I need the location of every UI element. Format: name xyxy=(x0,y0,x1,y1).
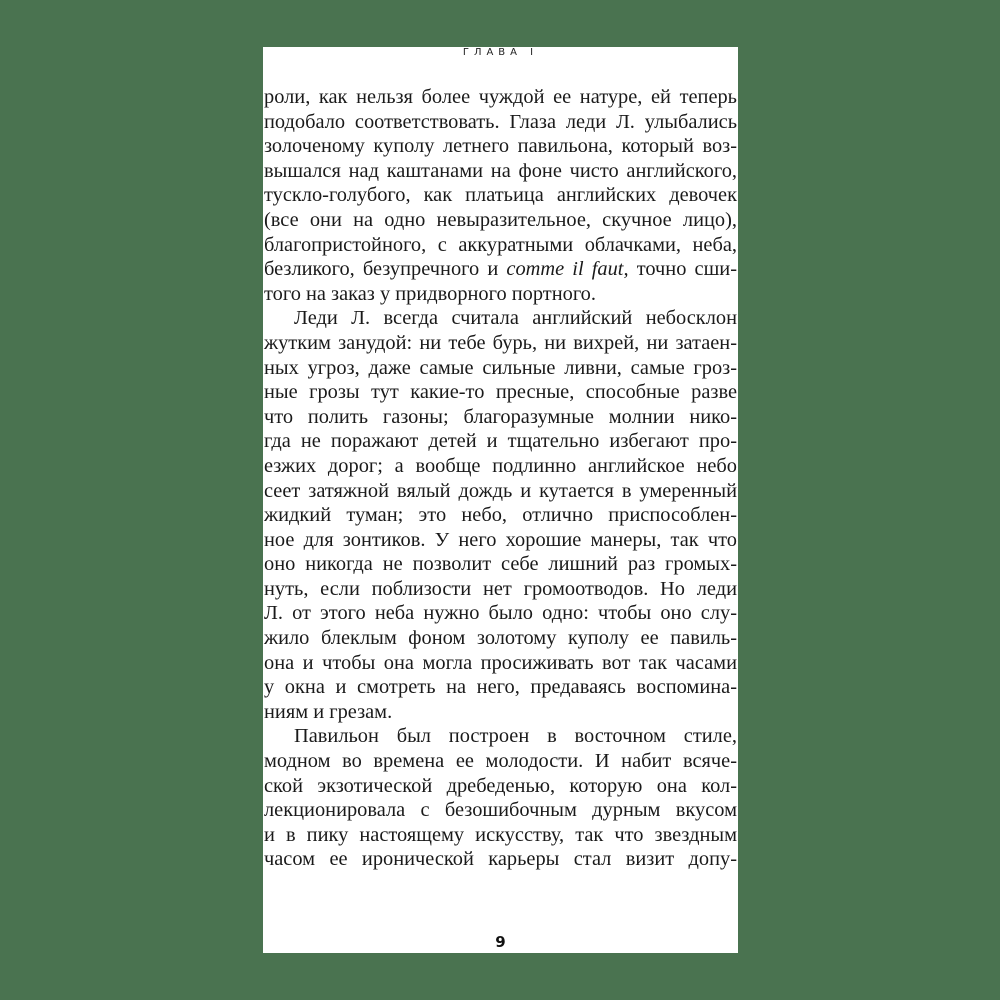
paragraph-3 xyxy=(264,724,737,872)
text-line: ных угроз, даже самые сильные ливни, самые гроз- xyxy=(264,356,737,379)
text-line: Леди Л. всегда считала английский небосклон xyxy=(294,307,737,330)
text-line: нуть, если поблизости нет громоотводов. Но леди xyxy=(264,577,737,600)
text-line: гда не поражают детей и тщательно избегают про- xyxy=(264,430,737,453)
text-line: жутким занудой: ни тебе бурь, ни вихрей, ни затаен- xyxy=(264,331,737,354)
text-line: она и чтобы она могла просиживать вот так часами xyxy=(264,651,737,674)
text-line: езжих дорог; а вообще подлинно английское небо xyxy=(264,454,737,477)
text-line: что полить газоны; благоразумные молнии нико- xyxy=(264,405,737,428)
text-line: и в пику настоящему искусству, так что звездным xyxy=(264,823,737,846)
text-line: часом ее иронической карьеры стал визит допу- xyxy=(264,848,737,871)
running-head: ГЛАВА I xyxy=(462,47,539,58)
text-line: ниям и грезам. xyxy=(264,700,393,723)
text-line: ные грозы тут какие-то пресные, способные разве xyxy=(264,381,737,404)
text-line: тускло-голубого, как платьица английских девочек xyxy=(264,184,737,207)
italic-phrase: comme il faut, xyxy=(506,258,629,281)
text-line: того на заказ у придворного портного. xyxy=(264,282,596,305)
text-line: у окна и смотреть на него, предаваясь воспомина- xyxy=(264,676,737,699)
book-page xyxy=(263,47,738,953)
text-line: благопристойного, с аккуратными облачками, неба, xyxy=(264,233,737,256)
text-line-with-italic xyxy=(264,257,737,282)
text-line: сеет затяжной вялый дождь и кутается в умеренный xyxy=(264,479,737,502)
text-line: роли, как нельзя более чуждой ее натуре, ей теперь xyxy=(264,86,737,108)
body-text xyxy=(264,85,737,872)
text-line: модном во времена ее молодости. И набит всяче- xyxy=(264,750,737,773)
text-segment: точно сши- xyxy=(628,258,737,281)
text-segment: безликого, безупречного и xyxy=(264,258,507,281)
text-line: ской экзотической дребеденью, которую она кол- xyxy=(264,774,737,797)
text-line: (все они на одно невыразительное, скучное лицо), xyxy=(264,208,737,231)
paragraph-2 xyxy=(264,306,737,724)
text-line: вышался над каштанами на фоне чисто английского, xyxy=(264,159,737,182)
paragraph-1 xyxy=(264,85,737,306)
text-line: Л. от этого неба нужно было одно: чтобы оно слу- xyxy=(264,602,737,625)
text-line: лекционировала с безошибочным дурным вкусом xyxy=(264,799,737,822)
text-line: жидкий туман; это небо, отлично приспособлен- xyxy=(264,504,737,527)
text-line: золоченому куполу летнего павильона, который воз- xyxy=(264,135,737,158)
text-line: жило блеклым фоном золотому куполу ее павиль- xyxy=(264,627,737,650)
text-line: Павильон был построен в восточном стиле, xyxy=(294,725,737,748)
text-line: подобало соответствовать. Глаза леди Л. улыбались xyxy=(264,110,737,133)
page-number: 9 xyxy=(495,933,506,951)
text-line: оно никогда не позволит себе лишний раз громых- xyxy=(264,553,737,576)
text-line: ное для зонтиков. У него хорошие манеры, так что xyxy=(264,528,737,551)
